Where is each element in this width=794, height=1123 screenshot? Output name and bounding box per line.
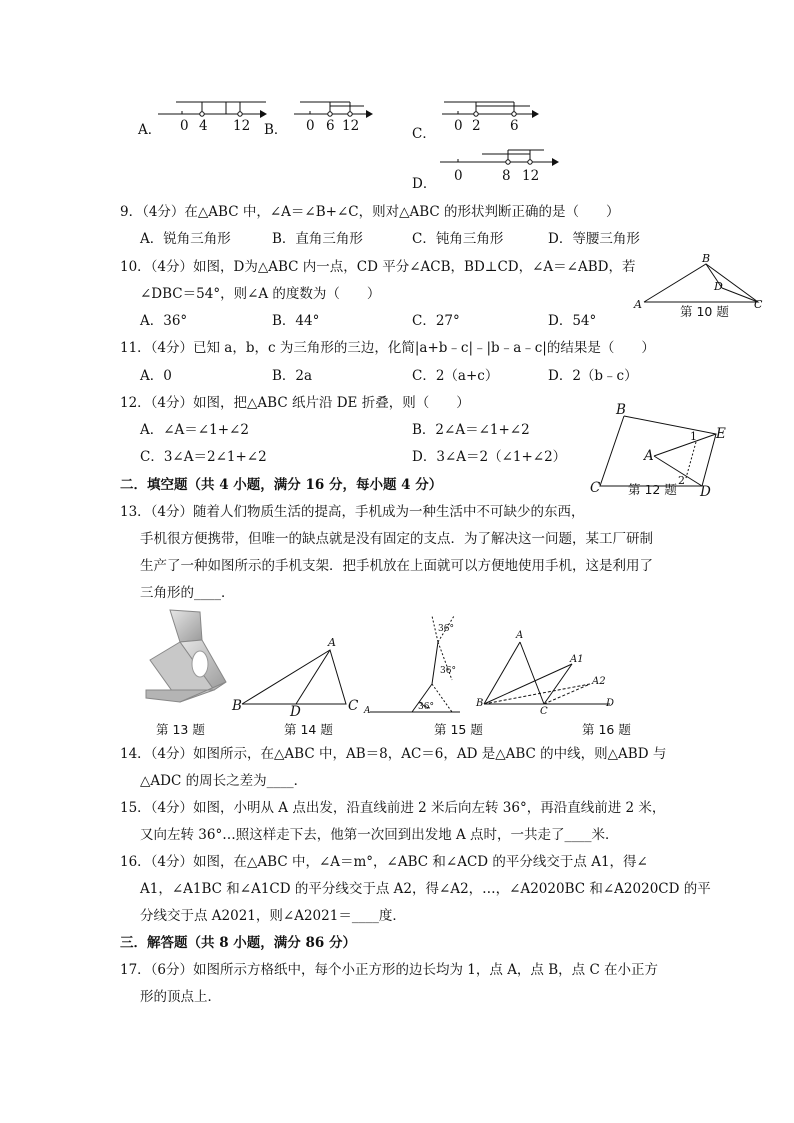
tick-label: 0	[306, 118, 315, 134]
point-label: A	[644, 448, 654, 464]
q12-option-b: B．2∠A＝∠1+∠2	[412, 422, 530, 438]
q13-line-3: 生产了一种如图所示的手机支架．把手机放在上面就可以方便地使用手机，这是利用了	[140, 558, 653, 574]
q11-option-c: C．2（a+c）	[412, 368, 499, 384]
q17-line-1: 17．（6分）如图所示方格纸中，每个小正方形的边长均为 1，点 A，点 B，点 C 在小正方	[120, 962, 659, 978]
q11-option-d: D．2（b﹣c）	[548, 368, 638, 384]
point-label: D	[714, 280, 723, 293]
q9-option-b: B．直角三角形	[272, 231, 363, 247]
point-label: B	[476, 698, 484, 709]
q10-option-a: A．36°	[140, 313, 188, 329]
tick-label: 0	[454, 168, 463, 184]
phone-stand-image	[140, 606, 230, 710]
point-label: A	[634, 298, 642, 311]
point-label: D	[290, 704, 301, 720]
tick-label: 6	[510, 118, 519, 134]
point-label: B	[232, 698, 242, 714]
angle-label: 36°	[418, 702, 434, 712]
q12-option-d: D．3∠A＝2（∠1+∠2）	[412, 449, 567, 465]
q16-line-1: 16．（4分）如图，在△ABC 中，∠A＝m°，∠ABC 和∠ACD 的平分线交于点 A1，得∠	[120, 854, 648, 870]
q13-line-4: 三角形的____．	[140, 585, 235, 601]
tick-label: 8	[502, 168, 511, 184]
q10-figure	[630, 252, 770, 320]
number-line-a	[156, 100, 268, 136]
figure-caption: 第 14 题	[284, 722, 333, 737]
q10-stem-1: 10．（4分）如图，D为△ABC 内一点，CD 平分∠ACB，BD⊥CD，∠A＝∠ABD，若	[120, 259, 636, 275]
q16-figure	[476, 630, 616, 720]
tick-label: 12	[342, 118, 360, 134]
q10-option-b: B．44°	[272, 313, 320, 329]
angle-label: 36°	[438, 624, 454, 634]
q14-line-1: 14．（4分）如图所示，在△ABC 中，AB＝8，AC＝6，AD 是△ABC 的中线，则△ABD 与	[120, 746, 667, 762]
q12-option-a: A．∠A＝∠1+∠2	[140, 422, 249, 438]
q13-line-2: 手机很方便携带，但唯一的缺点就是没有固定的支点．为了解决这一问题，某工厂研制	[140, 531, 653, 547]
figure-caption: 第 15 题	[434, 722, 483, 737]
figure-caption: 第 16 题	[582, 722, 631, 737]
q10-stem-2: ∠DBC＝54°，则∠A 的度数为（ ）	[140, 286, 381, 302]
point-label: A2	[592, 676, 606, 687]
phone-stand-icon	[140, 606, 230, 710]
q13-line-1: 13．（4分）随着人们物质生活的提高，手机成为一种生活中不可缺少的东西，	[120, 504, 585, 520]
q9-stem: 9．（4分）在△ABC 中，∠A＝∠B+∠C，则对△ABC 的形状判断正确的是（ ）	[120, 204, 620, 220]
tick-label: 4	[199, 118, 208, 134]
tick-label: 0	[180, 118, 189, 134]
point-label: A	[364, 706, 371, 716]
point-label: B	[616, 402, 626, 418]
tick-label: 12	[522, 168, 540, 184]
angle-label: 2	[678, 474, 685, 487]
point-label: C	[540, 706, 548, 717]
q16-line-2: A1，∠A1BC 和∠A1CD 的平分线交于点 A2，得∠A2，…，∠A2020BC 和∠A2020CD 的平	[140, 881, 711, 897]
q14-figure	[230, 636, 360, 720]
q12-option-c: C．3∠A＝2∠1+∠2	[140, 449, 267, 465]
tick-label: 0	[454, 118, 463, 134]
q10-option-c: C．27°	[412, 313, 460, 329]
q12-stem: 12．（4分）如图，把△ABC 纸片沿 DE 折叠，则（ ）	[120, 395, 470, 411]
section-heading: 三．解答题（共 8 小题，满分 86 分）	[120, 935, 356, 951]
point-label: C	[348, 698, 359, 714]
q15-line-2: 又向左转 36°…照这样走下去，他第一次回到出发地 A 点时，一共走了____米．	[140, 827, 619, 843]
q10-option-d: D．54°	[548, 313, 597, 329]
q9-option-c: C．钝角三角形	[412, 231, 504, 247]
tick-label: 6	[326, 118, 335, 134]
angle-label: 36°	[440, 666, 456, 676]
q14-line-2: △ADC 的周长之差为____．	[140, 773, 308, 789]
figure-caption: 第 12 题	[628, 482, 677, 497]
q17-line-2: 形的顶点上．	[140, 989, 221, 1005]
figure-caption: 第 13 题	[156, 722, 205, 737]
q15-figure	[360, 616, 470, 720]
q11-option-a: A．0	[140, 368, 172, 384]
option-letter: A．	[138, 122, 162, 138]
q16-line-3: 分线交于点 A2021，则∠A2021＝____度．	[140, 908, 406, 924]
point-label: A1	[570, 654, 584, 665]
q11-stem: 11．（4分）已知 a，b，c 为三角形的三边，化简|a+b﹣c|﹣|b﹣a﹣c|的结果是（ ）	[120, 340, 655, 356]
option-letter: D．	[412, 176, 437, 192]
q12-figure	[586, 400, 736, 500]
point-label: C	[590, 480, 601, 496]
tick-label: 12	[233, 118, 251, 134]
section-heading: 二．填空题（共 4 小题，满分 16 分，每小题 4 分）	[120, 477, 443, 493]
point-label: D	[606, 698, 615, 709]
point-label: B	[702, 252, 711, 265]
q9-option-a: A．锐角三角形	[140, 231, 231, 247]
angle-label: 1	[690, 430, 697, 443]
option-letter: B．	[264, 122, 288, 138]
figure-caption: 第 10 题	[680, 304, 729, 319]
point-label: D	[700, 484, 711, 500]
q11-option-b: B．2a	[272, 368, 313, 384]
q15-line-1: 15．（4分）如图，小明从 A 点出发，沿直线前进 2 米后向左转 36°，再沿直线前进 2 米，	[120, 800, 666, 816]
option-letter: C．	[412, 126, 436, 142]
q9-option-d: D．等腰三角形	[548, 231, 640, 247]
tick-label: 2	[472, 118, 481, 134]
point-label: C	[754, 298, 763, 311]
point-label: E	[716, 426, 726, 442]
point-label: A	[328, 636, 336, 649]
point-label: A	[516, 630, 524, 641]
